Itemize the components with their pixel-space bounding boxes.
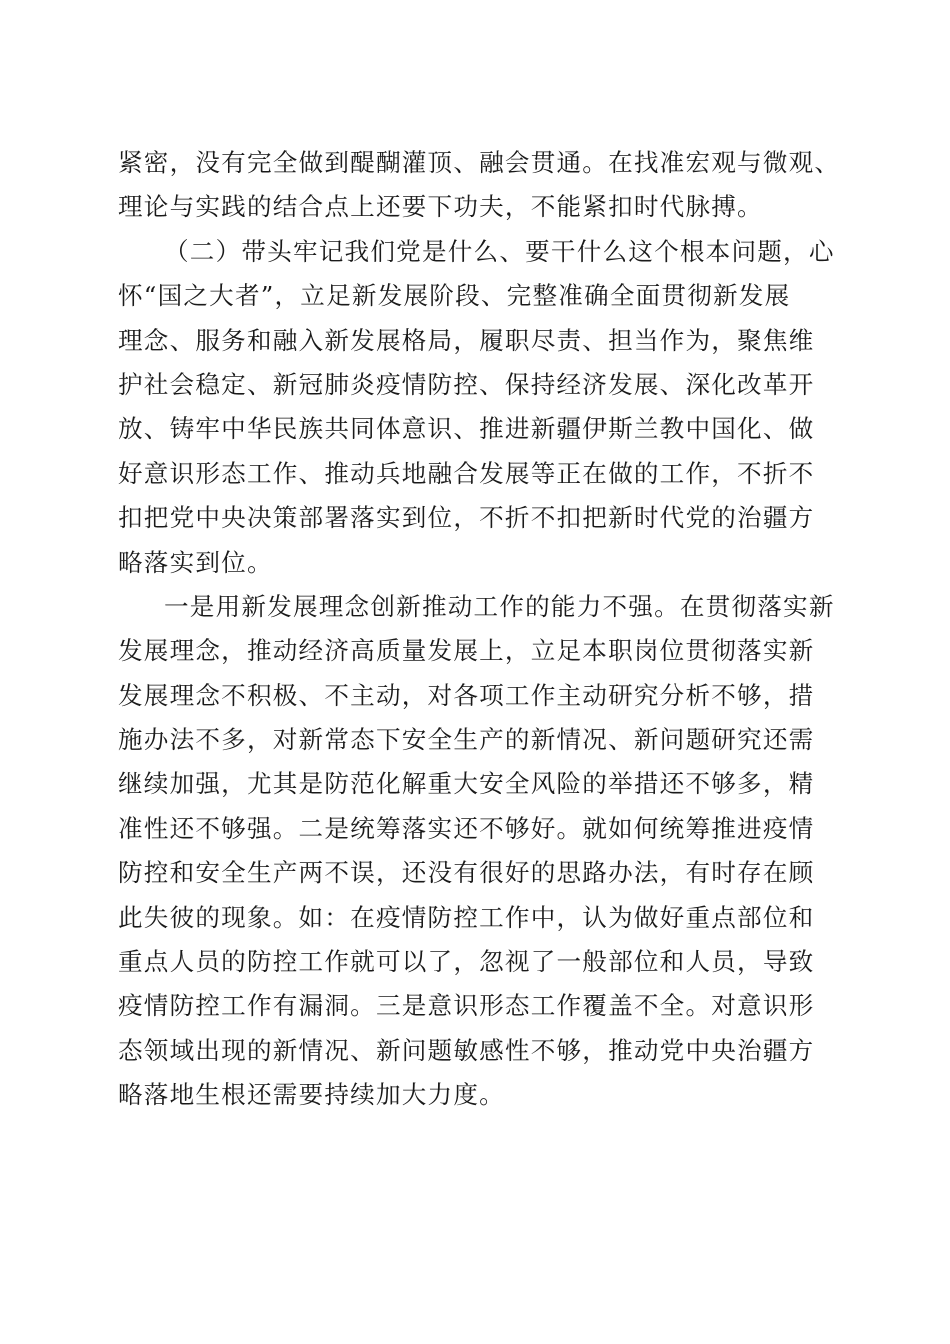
text-line: 防控和安全生产两不误，还没有很好的思路办法，有时存在顾	[118, 858, 815, 888]
text-line: 略落实到位。	[118, 547, 273, 577]
text-line: 准性还不够强。二是统筹落实还不够好。就如何统筹推进疫情	[118, 813, 815, 843]
text-line: 施办法不多，对新常态下安全生产的新情况、新问题研究还需	[118, 725, 815, 755]
text-line: 重点人员的防控工作就可以了，忽视了一般部位和人员，导致	[118, 947, 815, 977]
text-line: 放、铸牢中华民族共同体意识、推进新疆伊斯兰教中国化、做	[118, 414, 815, 444]
text-line: 紧密，没有完全做到醍醐灌顶、融会贯通。在找准宏观与微观、	[118, 148, 841, 177]
text-line: 发展理念不积极、不主动，对各项工作主动研究分析不够，措	[118, 680, 815, 710]
text-line: 理念、服务和融入新发展格局，履职尽责、担当作为，聚焦维	[118, 325, 815, 355]
text-line: 一是用新发展理念创新推动工作的能力不强。在贯彻落实新	[164, 591, 835, 621]
paragraph-1	[118, 141, 841, 230]
text-line: 此失彼的现象。如：在疫情防控工作中，认为做好重点部位和	[118, 902, 815, 932]
text-line: 理论与实践的结合点上还要下功夫，不能紧扣时代脉搏。	[118, 192, 763, 222]
text-line: 继续加强，尤其是防范化解重大安全风险的举措还不够多，精	[118, 769, 815, 799]
text-line: 好意识形态工作、推动兵地融合发展等正在做的工作，不折不	[118, 458, 815, 488]
text-line: （二）带头牢记我们党是什么、要干什么这个根本问题，心	[164, 236, 835, 266]
text-line: 怀“国之大者”，立足新发展阶段、完整准确全面贯彻新发展	[118, 281, 791, 311]
text-line: 态领域出现的新情况、新问题敏感性不够，推动党中央治疆方	[118, 1035, 815, 1065]
text-line: 略落地生根还需要持续加大力度。	[118, 1080, 505, 1110]
paragraph-3	[118, 585, 834, 1118]
document-page	[118, 141, 841, 1118]
text-line: 发展理念，推动经济高质量发展上，立足本职岗位贯彻落实新	[118, 636, 815, 666]
text-line: 扣把党中央决策部署落实到位，不折不扣把新时代党的治疆方	[118, 503, 815, 533]
text-line: 护社会稳定、新冠肺炎疫情防控、保持经济发展、深化改革开	[118, 369, 815, 399]
paragraph-2	[118, 230, 834, 585]
text-line: 疫情防控工作有漏洞。三是意识形态工作覆盖不全。对意识形	[118, 991, 815, 1021]
